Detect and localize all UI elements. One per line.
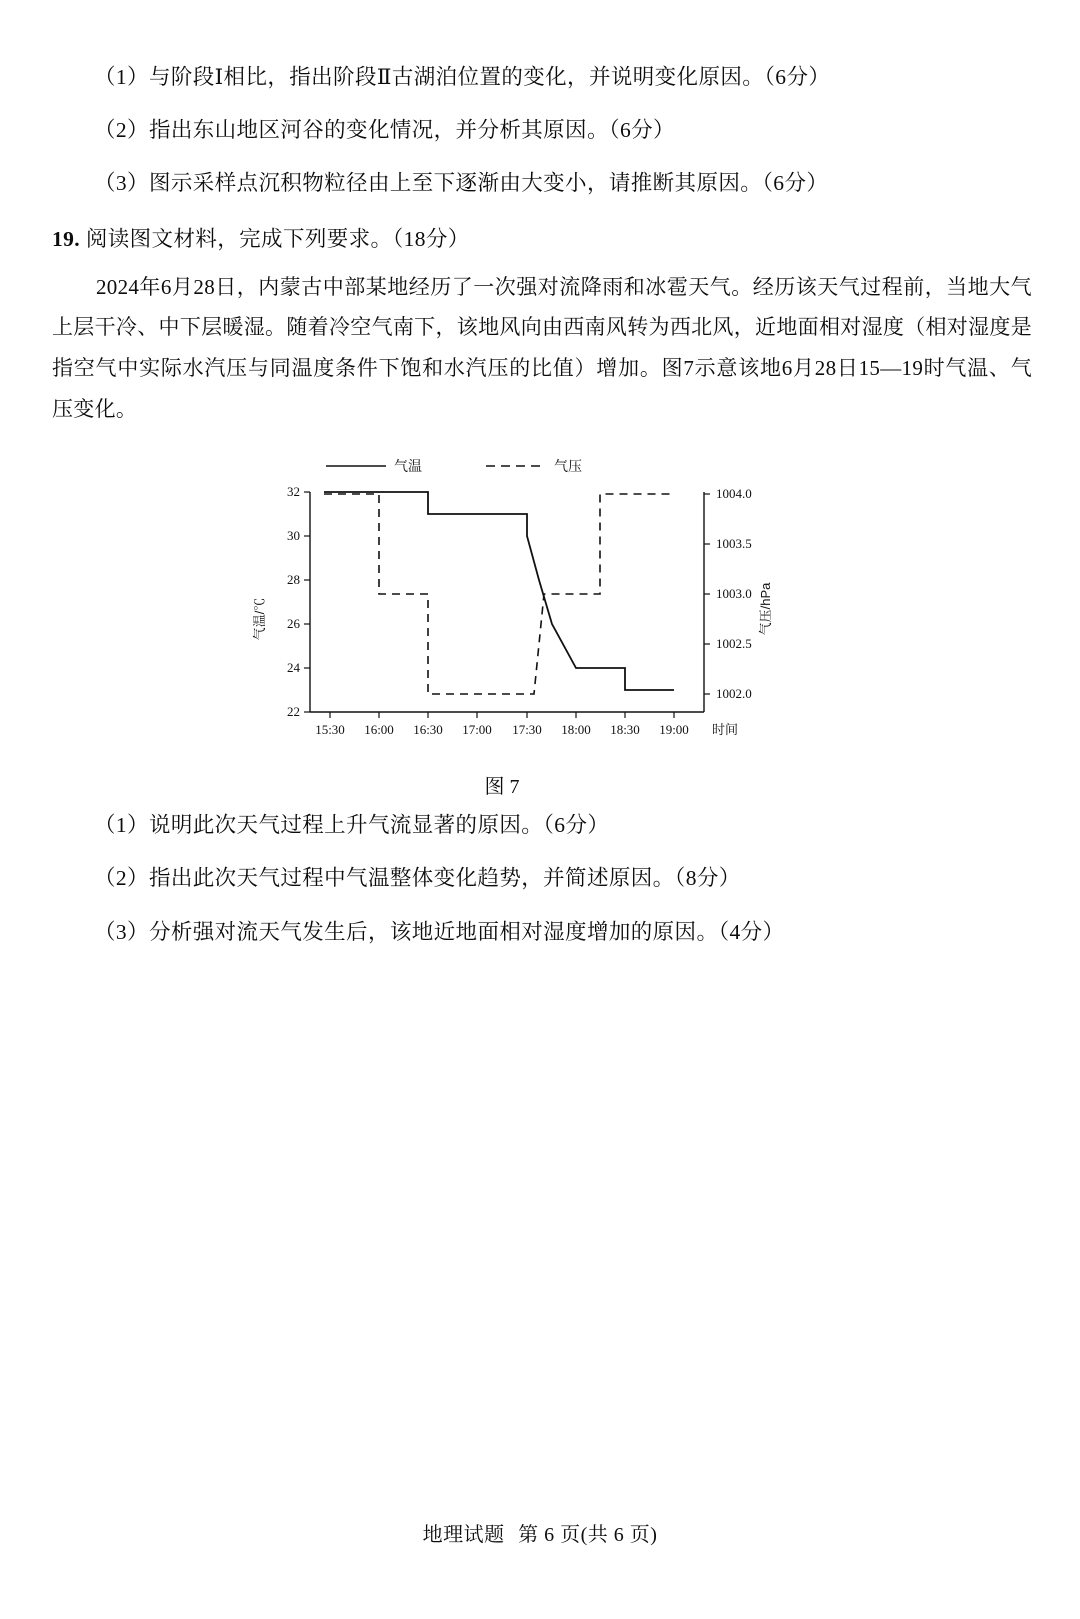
x-tick-2: 16:00 bbox=[364, 722, 394, 738]
right-tick-1003-0: 1003.0 bbox=[716, 586, 752, 602]
right-tick-1002-0: 1002.0 bbox=[716, 686, 752, 702]
left-tick-30: 30 bbox=[287, 528, 300, 544]
x-tick-1: 15:30 bbox=[315, 722, 345, 738]
question-18-item-1: （1）与阶段Ⅰ相比，指出阶段Ⅱ古湖泊位置的变化，并说明变化原因。（6分） bbox=[94, 65, 831, 89]
chart-left-ticks bbox=[287, 484, 310, 719]
chart-svg bbox=[234, 444, 794, 764]
figure-caption bbox=[52, 770, 1032, 799]
left-tick-32: 32 bbox=[287, 484, 300, 500]
x-tick-8: 19:00 bbox=[659, 722, 689, 738]
right-tick-1002-5: 1002.5 bbox=[716, 636, 752, 652]
series-temperature bbox=[324, 492, 674, 690]
chart-legend bbox=[326, 458, 582, 474]
legend-label-temperature: 气温 bbox=[394, 458, 422, 475]
question-19-item-2: （2）指出此次天气过程中气温整体变化趋势，并简述原因。（8分） bbox=[94, 866, 741, 891]
series-pressure bbox=[324, 494, 674, 694]
x-tick-5: 17:30 bbox=[512, 722, 542, 738]
question-18-item-2: （2）指出东山地区河谷的变化情况，并分析其原因。（6分） bbox=[94, 118, 675, 143]
footer-page: 第 6 页(共 6 页) bbox=[518, 1524, 658, 1546]
x-tick-7: 18:30 bbox=[610, 722, 640, 738]
x-axis-label: 时间 bbox=[712, 722, 739, 738]
page-footer bbox=[0, 1518, 1080, 1547]
question-19-number: 19. bbox=[52, 226, 81, 251]
question-19-heading-text: 阅读图文材料，完成下列要求。（18分） bbox=[85, 226, 470, 251]
legend-label-pressure: 气压 bbox=[554, 458, 582, 475]
figure-7 bbox=[52, 444, 1032, 804]
question-18-item-3: （3）图示采样点沉积物粒径由上至下逐渐由大变小，请推断其原因。（6分） bbox=[94, 171, 829, 196]
left-tick-22: 22 bbox=[287, 704, 300, 720]
question-19-heading bbox=[52, 222, 1032, 253]
right-axis-label: 气压/hPa bbox=[758, 582, 773, 636]
chart-axes bbox=[310, 492, 704, 712]
figure-caption-text: 图 7 bbox=[484, 776, 520, 799]
left-axis-label: 气温/℃ bbox=[252, 597, 267, 641]
x-tick-6: 18:00 bbox=[561, 722, 591, 738]
x-tick-3: 16:30 bbox=[413, 722, 443, 738]
chart-x-ticks bbox=[315, 712, 738, 737]
x-tick-4: 17:00 bbox=[462, 722, 492, 738]
chart-temperature-pressure bbox=[234, 444, 794, 764]
question-19-paragraph: 2024年6月28日，内蒙古中部某地经历了一次强对流降雨和冰雹天气。经历该天气过程前，当地大气上层干冷、中下层暖湿。随着冷空气南下，该地风向由西南风转为西北风，近地面相对湿度（相对湿度是指空气中实际水汽压与同温度条件下饱和水汽压的比值）增加。图7示意该地6月28日15—19时气温、气压变化。 bbox=[52, 274, 1032, 422]
page-content bbox=[52, 62, 1032, 970]
left-tick-24: 24 bbox=[287, 660, 300, 676]
question-19-item-3: （3）分析强对流天气发生后，该地近地面相对湿度增加的原因。（4分） bbox=[94, 919, 785, 944]
left-tick-28: 28 bbox=[287, 572, 300, 588]
right-tick-1003-5: 1003.5 bbox=[716, 536, 752, 552]
chart-right-ticks bbox=[704, 486, 752, 701]
left-tick-26: 26 bbox=[287, 616, 300, 632]
footer-subject: 地理试题 bbox=[422, 1524, 505, 1546]
question-19-item-1: （1）说明此次天气过程上升气流显著的原因。（6分） bbox=[94, 813, 610, 838]
right-tick-1004-0: 1004.0 bbox=[716, 486, 752, 502]
